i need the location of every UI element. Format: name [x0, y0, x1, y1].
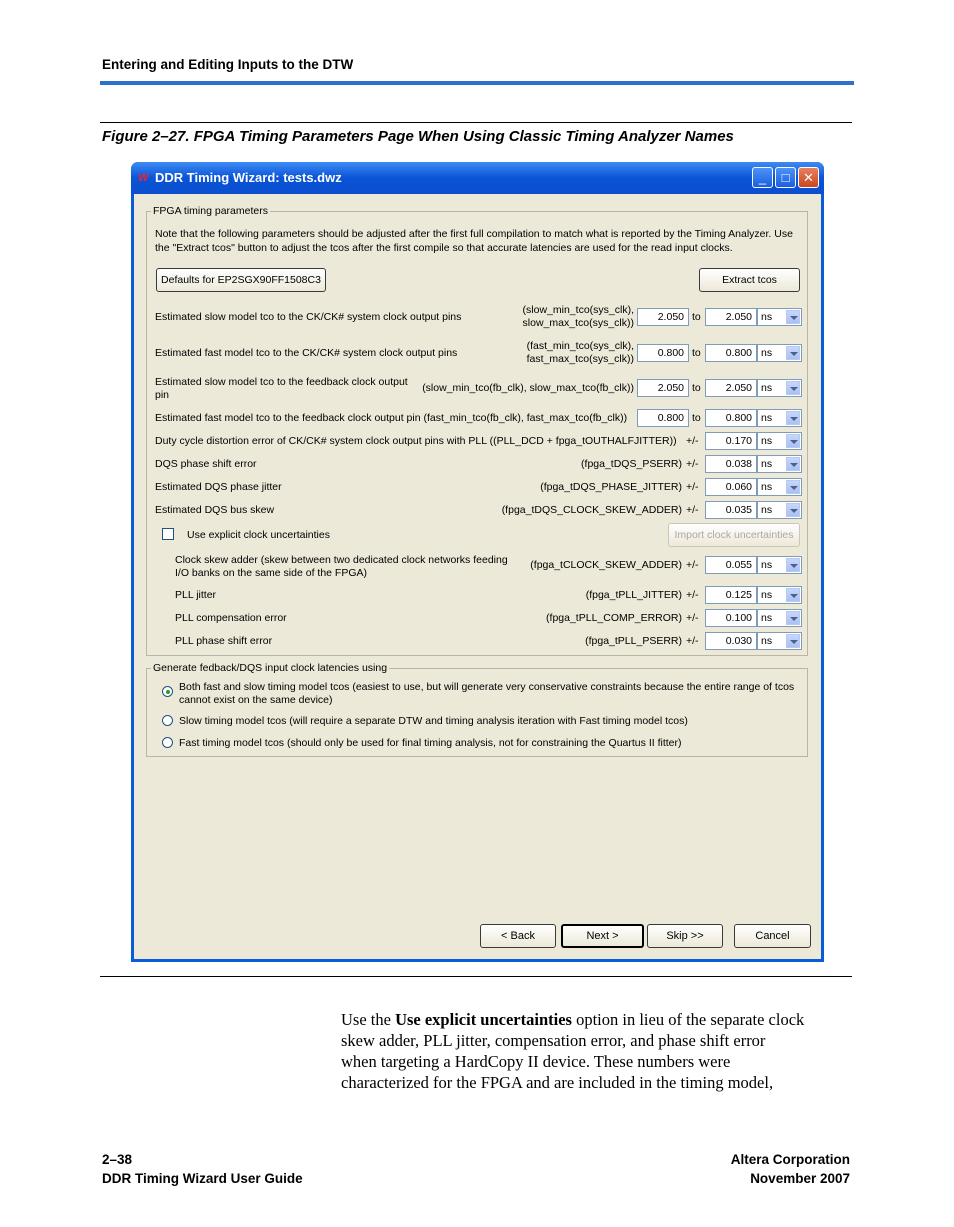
- unit-value: ns: [761, 481, 773, 493]
- chevron-down-icon: [786, 411, 800, 425]
- dqs-pserr-input[interactable]: 0.038: [705, 455, 757, 473]
- defaults-button[interactable]: Defaults for EP2SGX90FF1508C3: [156, 268, 326, 292]
- chevron-down-icon: [786, 558, 800, 572]
- row-slow-sys-param2: slow_max_tco(sys_clk)): [522, 317, 634, 329]
- figure-top-rule: [100, 122, 852, 123]
- chevron-down-icon: [786, 457, 800, 471]
- pm-label: +/-: [686, 635, 699, 647]
- pm-label: +/-: [686, 435, 699, 447]
- to-label: to: [692, 347, 701, 359]
- footer-left: [102, 1150, 303, 1188]
- slow-fb-unit-select[interactable]: [757, 379, 802, 397]
- radio-slow-label: Slow timing model tcos (will require a separate DTW and timing analysis iteration with Fast timing model tcos): [179, 715, 688, 727]
- close-button[interactable]: ✕: [798, 167, 819, 188]
- dcd-input[interactable]: 0.170: [705, 432, 757, 450]
- row-slow-fb-label2: pin: [155, 389, 170, 401]
- fast-sys-unit-select[interactable]: [757, 344, 802, 362]
- row-pll-comp-label: PLL compensation error: [175, 612, 287, 624]
- row-dqs-jitter-label: Estimated DQS phase jitter: [155, 481, 282, 493]
- slow-sys-unit-select[interactable]: [757, 308, 802, 326]
- radio-slow-tcos[interactable]: [162, 715, 173, 726]
- wizard-window: [131, 162, 824, 962]
- chevron-down-icon: [786, 503, 800, 517]
- chevron-down-icon: [786, 310, 800, 324]
- slow-sys-max-input[interactable]: 2.050: [705, 308, 757, 326]
- pm-label: +/-: [686, 589, 699, 601]
- row-dqs-jitter-param: (fpga_tDQS_PHASE_JITTER): [540, 481, 682, 493]
- body-line-4: characterized for the FPGA and are included in the timing model,: [341, 1073, 774, 1092]
- fpga-group-label: FPGA timing parameters: [153, 205, 268, 217]
- row-fast-sys-param1: (fast_min_tco(sys_clk),: [526, 340, 634, 352]
- row-dqs-skew-param: (fpga_tDQS_CLOCK_SKEW_ADDER): [501, 504, 682, 516]
- chevron-down-icon: [786, 480, 800, 494]
- fast-sys-max-input[interactable]: 0.800: [705, 344, 757, 362]
- skew-adder-input[interactable]: 0.055: [705, 556, 757, 574]
- row-pll-pserr-param: (fpga_tPLL_PSERR): [585, 635, 682, 647]
- explicit-uncertainties-checkbox[interactable]: [162, 528, 174, 540]
- unit-value: ns: [761, 589, 773, 601]
- note-text: Note that the following parameters should be adjusted after the first full compilation to match what is reported by the Timing Analyzer. Use the "Extract tcos" button to adjust the tcos after the first compile so that accurate latencies are used for the read input clocks.: [155, 228, 793, 254]
- row-dqs-pserr-label: DQS phase shift error: [155, 458, 257, 470]
- unit-value: ns: [761, 559, 773, 571]
- unit-value: ns: [761, 435, 773, 447]
- radio-fast-label: Fast timing model tcos (should only be used for final timing analysis, not for constraining the Quartus II fitter): [179, 737, 682, 749]
- slow-sys-min-input[interactable]: 2.050: [637, 308, 689, 326]
- skew-adder-unit-select[interactable]: [757, 556, 802, 574]
- unit-value: ns: [761, 612, 773, 624]
- row-pll-jitter-param: (fpga_tPLL_JITTER): [585, 589, 682, 601]
- pll-comp-unit-select[interactable]: [757, 609, 802, 627]
- body-bold-term: Use explicit uncertainties: [395, 1010, 572, 1029]
- row-dqs-pserr-param: (fpga_tDQS_PSERR): [581, 458, 682, 470]
- unit-value: ns: [761, 635, 773, 647]
- row-fast-fb-label: Estimated fast model tco to the feedback clock output pin (fast_min_tco(fb_clk), fast_max_tco(fb_clk)): [155, 412, 628, 424]
- explicit-uncertainties-label: Use explicit clock uncertainties: [187, 529, 330, 541]
- pll-comp-input[interactable]: 0.100: [705, 609, 757, 627]
- fast-sys-min-input[interactable]: 0.800: [637, 344, 689, 362]
- app-icon: W: [138, 172, 149, 184]
- maximize-button[interactable]: □: [775, 167, 796, 188]
- unit-value: ns: [761, 311, 773, 323]
- to-label: to: [692, 412, 701, 424]
- figure-bottom-rule: [100, 976, 852, 977]
- fast-fb-max-input[interactable]: 0.800: [705, 409, 757, 427]
- header-rule: [100, 81, 854, 85]
- row-skew-adder-label2: I/O banks on the same side of the FPGA): [175, 567, 368, 579]
- extract-tcos-button[interactable]: Extract tcos: [699, 268, 800, 292]
- body-line-3: when targeting a HardCopy II device. These numbers were: [341, 1052, 731, 1071]
- pll-pserr-input[interactable]: 0.030: [705, 632, 757, 650]
- row-dqs-skew-label: Estimated DQS bus skew: [155, 504, 275, 516]
- import-uncertainties-button[interactable]: Import clock uncertainties: [668, 523, 800, 547]
- guide-title: DDR Timing Wizard User Guide: [102, 1171, 303, 1186]
- body-paragraph: [341, 1009, 853, 1093]
- chevron-down-icon: [786, 346, 800, 360]
- page-number: 2–38: [102, 1152, 133, 1167]
- chevron-down-icon: [786, 434, 800, 448]
- pm-label: +/-: [686, 559, 699, 571]
- company-name: Altera Corporation: [730, 1152, 850, 1167]
- back-button[interactable]: < Back: [480, 924, 556, 948]
- radio-fast-tcos[interactable]: [162, 737, 173, 748]
- pm-label: +/-: [686, 612, 699, 624]
- body-line-1: [341, 1009, 853, 1030]
- publish-date: November 2007: [750, 1171, 850, 1186]
- latency-group-label: Generate fedback/DQS input clock latencies using: [153, 662, 388, 674]
- row-slow-sys-label: Estimated slow model tco to the CK/CK# system clock output pins: [155, 311, 462, 323]
- chevron-down-icon: [786, 381, 800, 395]
- dqs-skew-input[interactable]: 0.035: [705, 501, 757, 519]
- unit-value: ns: [761, 412, 773, 424]
- row-skew-adder-param: (fpga_tCLOCK_SKEW_ADDER): [530, 559, 682, 571]
- body-line1-after: option in lieu of the separate clock: [571, 1010, 805, 1029]
- fast-fb-unit-select[interactable]: [757, 409, 802, 427]
- pm-label: +/-: [686, 458, 699, 470]
- chevron-down-icon: [786, 611, 800, 625]
- dqs-jitter-unit-select[interactable]: [757, 478, 802, 496]
- dqs-jitter-input[interactable]: 0.060: [705, 478, 757, 496]
- row-slow-fb-param: (slow_min_tco(fb_clk), slow_max_tco(fb_clk)): [422, 382, 634, 394]
- row-dcd-label: Duty cycle distortion error of CK/CK# system clock output pins with PLL ((PLL_DCD + fpga_tOUTHALFJITTER)): [155, 435, 677, 447]
- minimize-button[interactable]: _: [752, 167, 773, 188]
- pll-pserr-unit-select[interactable]: [757, 632, 802, 650]
- row-slow-sys-param1: (slow_min_tco(sys_clk),: [522, 304, 634, 316]
- fast-fb-min-input[interactable]: 0.800: [637, 409, 689, 427]
- body-line-2: skew adder, PLL jitter, compensation error, and phase shift error: [341, 1031, 766, 1050]
- unit-value: ns: [761, 504, 773, 516]
- row-fast-sys-param2: fast_max_tco(sys_clk)): [526, 353, 634, 365]
- pll-jitter-unit-select[interactable]: [757, 586, 802, 604]
- slow-fb-max-input[interactable]: 2.050: [705, 379, 757, 397]
- row-fast-sys-label: Estimated fast model tco to the CK/CK# system clock output pins: [155, 347, 458, 359]
- radio-both-line2: cannot exist on the same device): [179, 694, 333, 706]
- chevron-down-icon: [786, 588, 800, 602]
- next-button[interactable]: Next >: [561, 924, 644, 948]
- radio-both-line1: Both fast and slow timing model tcos (easiest to use, but will generate very conservative constraints because the entire range of tcos: [179, 681, 795, 693]
- page-header-title: Entering and Editing Inputs to the DTW: [102, 57, 354, 72]
- dcd-unit-select[interactable]: [757, 432, 802, 450]
- figure-caption: Figure 2–27. FPGA Timing Parameters Page When Using Classic Timing Analyzer Names: [102, 128, 734, 145]
- pll-jitter-input[interactable]: 0.125: [705, 586, 757, 604]
- footer-right: [640, 1150, 850, 1188]
- to-label: to: [692, 382, 701, 394]
- row-pll-jitter-label: PLL jitter: [175, 589, 217, 601]
- dqs-pserr-unit-select[interactable]: [757, 455, 802, 473]
- pm-label: +/-: [686, 504, 699, 516]
- row-skew-adder-label1: Clock skew adder (skew between two dedicated clock networks feeding: [175, 554, 508, 566]
- skip-button[interactable]: Skip >>: [647, 924, 723, 948]
- chevron-down-icon: [786, 634, 800, 648]
- row-pll-pserr-label: PLL phase shift error: [175, 635, 273, 647]
- radio-both-tcos[interactable]: [162, 686, 173, 697]
- body-line1-before: Use the: [341, 1010, 396, 1029]
- title-bar[interactable]: [131, 162, 824, 194]
- cancel-button[interactable]: Cancel: [734, 924, 811, 948]
- pm-label: +/-: [686, 481, 699, 493]
- to-label: to: [692, 311, 701, 323]
- unit-value: ns: [761, 347, 773, 359]
- unit-value: ns: [761, 458, 773, 470]
- unit-value: ns: [761, 382, 773, 394]
- window-title: DDR Timing Wizard: tests.dwz: [155, 170, 342, 185]
- row-slow-fb-label1: Estimated slow model tco to the feedback clock output: [155, 376, 408, 388]
- wizard-client-area: [134, 194, 821, 959]
- slow-fb-min-input[interactable]: 2.050: [637, 379, 689, 397]
- dqs-skew-unit-select[interactable]: [757, 501, 802, 519]
- row-pll-comp-param: (fpga_tPLL_COMP_ERROR): [546, 612, 682, 624]
